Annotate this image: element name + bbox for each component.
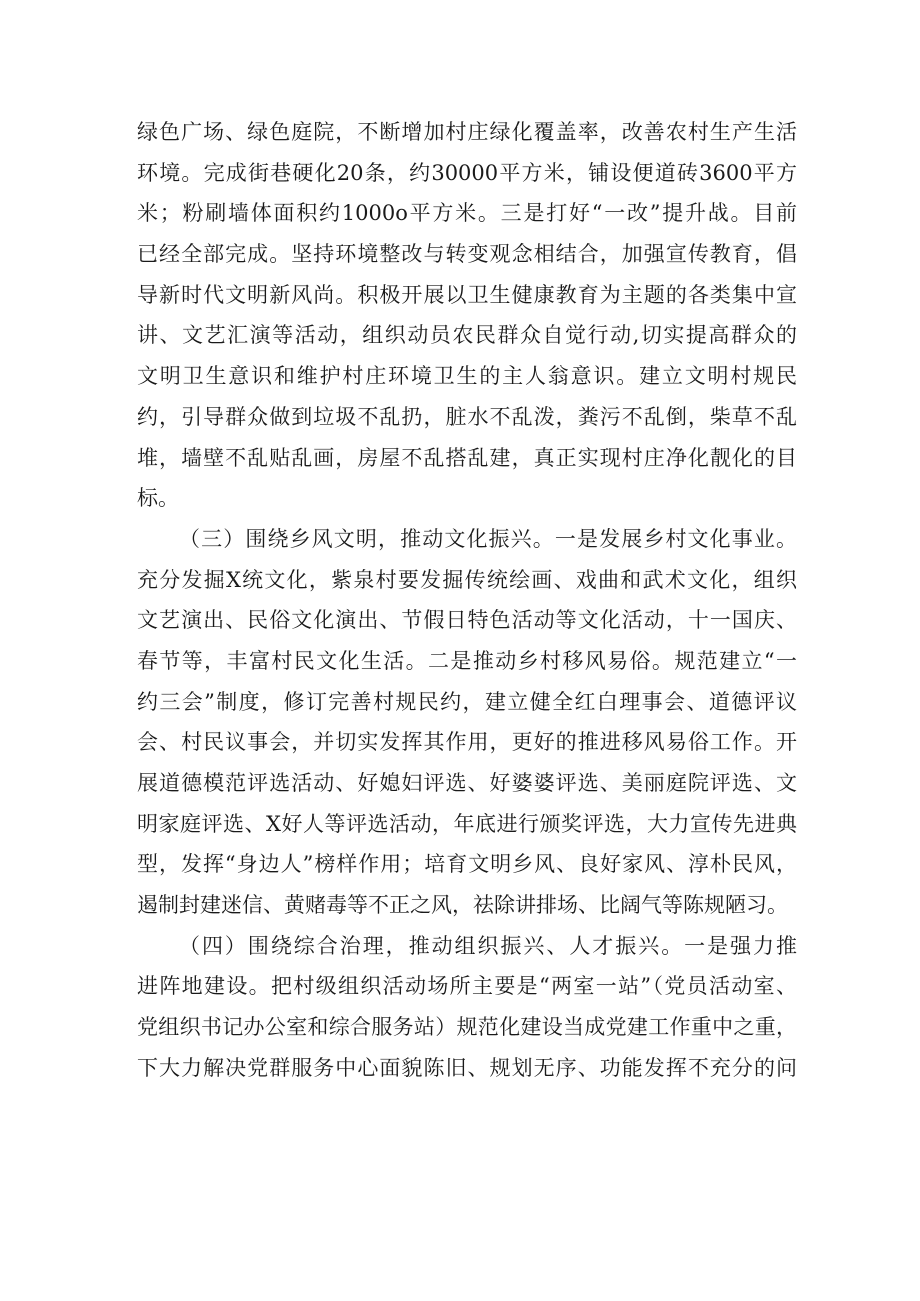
paragraph-environment — [137, 112, 797, 519]
text-line: 导新时代文明新风尚。积极开展以卫生健康教育为主题的各类集中宣 — [137, 282, 797, 307]
text-line: 党组织书记办公室和综合服务站）规范化建设当成党建工作重中之重， — [137, 1015, 797, 1040]
text-line: 堆，墙壁不乱贴乱画，房屋不乱搭乱建，真正实现村庄净化靓化的目 — [137, 445, 797, 470]
text-line: 文艺演出、民俗文化演出、节假日特色活动等文化活动，十一国庆、 — [137, 608, 797, 633]
paragraph-culture — [137, 519, 797, 926]
text-line: 型，发挥“身边人”榜样作用；培育文明乡风、良好家风、淳朴民风， — [137, 852, 797, 877]
document-body — [137, 112, 797, 1089]
text-line: 文明卫生意识和维护村庄环境卫生的主人翁意识。建立文明村规民 — [137, 364, 797, 389]
text-line: 标。 — [137, 486, 179, 511]
text-line: 春节等，丰富村民文化生活。二是推动乡村移风易俗。规范建立“一 — [137, 648, 797, 673]
text-line: 讲、文艺汇演等活动，组织动员农民群众自觉行动,切实提高群众的 — [137, 323, 797, 348]
text-line: 米；粉刷墙体面积约1000o平方米。三是打好“一改”提升战。目前 — [137, 201, 797, 226]
text-line: 下大力解决党群服务中心面貌陈旧、规划无序、功能发挥不充分的问 — [137, 1055, 797, 1080]
text-line: 会、村民议事会，并切实发挥其作用，更好的推进移风易俗工作。开 — [137, 730, 797, 755]
text-line: 约三会”制度，修订完善村规民约，建立健全红白理事会、道德评议 — [137, 689, 797, 714]
section-heading-line: （三）围绕乡风文明，推动文化振兴。一是发展乡村文化事业。 — [179, 526, 797, 551]
text-line: 约，引导群众做到垃圾不乱扔，脏水不乱泼，粪污不乱倒，柴草不乱 — [137, 404, 797, 429]
paragraph-governance — [137, 926, 797, 1089]
text-line: 遏制封建迷信、黄赌毒等不正之风，祛除讲排场、比阔气等陈规陋习。 — [137, 893, 788, 918]
section-heading-line: （四）围绕综合治理，推动组织振兴、人才振兴。一是强力推 — [179, 933, 797, 958]
text-line: 已经全部完成。坚持环境整改与转变观念相结合，加强宣传教育，倡 — [137, 242, 797, 267]
text-line: 环境。完成街巷硬化20条，约30000平方米，铺设便道砖3600平方 — [137, 160, 797, 185]
text-line: 进阵地建设。把村级组织活动场所主要是“两室一站”（党员活动室、 — [137, 974, 797, 999]
text-line: 充分发掘X统文化，紫泉村要发掘传统绘画、戏曲和武术文化，组织 — [137, 567, 797, 592]
text-line: 绿色广场、绿色庭院，不断增加村庄绿化覆盖率，改善农村生产生活 — [137, 120, 797, 144]
text-line: 明家庭评选、X好人等评选活动，年底进行颁奖评选，大力宣传先进典 — [137, 811, 797, 836]
text-line: 展道德模范评选活动、好媳妇评选、好婆婆评选、美丽庭院评选、文 — [137, 771, 797, 795]
